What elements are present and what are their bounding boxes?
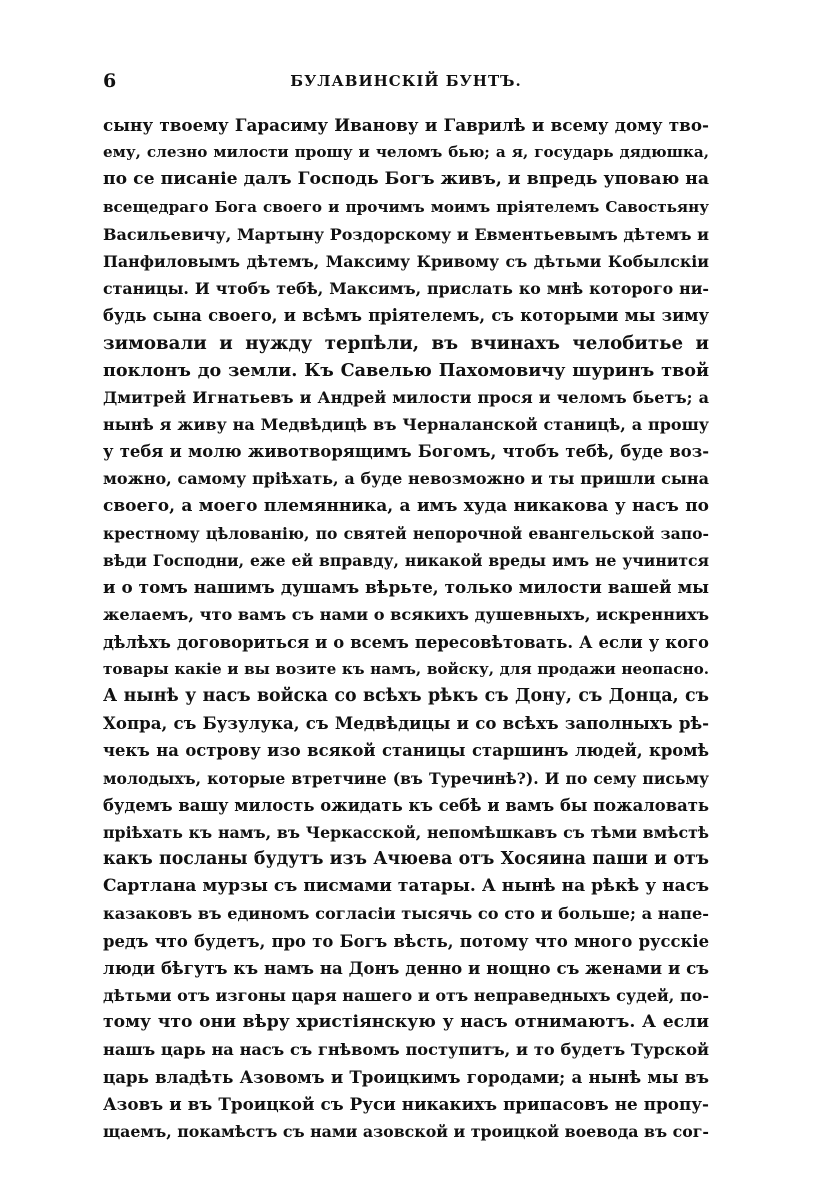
text-line: редъ что будетъ, про то Богъ вѣсть, потому что много русскіе [103,931,709,951]
text-line: по се писаніе далъ Господь Богъ живъ, и впредь уповаю на [103,169,709,190]
text-line: и о томъ нашимъ душамъ вѣрьте, только милости вашей мы [103,577,709,598]
text-line: сыну твоему Гарасиму Иванову и Гаврилѣ и всему дому тво- [103,115,709,135]
text-line: пріѣхать къ намъ, въ Черкасской, непомѣшкавъ съ тѣми вмѣстѣ [103,822,709,842]
text-line: можно, самому пріѣхать, а буде невозможно и ты пришли сына [103,469,709,489]
text-line: зимовали и нужду терпѣли, въ вчинахъ челобитье и [103,332,709,354]
text-line: молодыхъ, которые втретчине (въ Туречинѣ?). И по сему письму [103,768,709,788]
text-line: Хопра, съ Бузулука, съ Медвѣдицы и со всѣхъ заполныхъ рѣ- [103,713,709,734]
text-line: царь владѣть Азовомъ и Троицкимъ городами; а нынѣ мы въ [103,1066,709,1087]
text-line: будемъ вашу милость ожидать къ себѣ и вамъ бы пожаловать [103,795,709,815]
text-line: нашъ царь на насъ съ гнѣвомъ поступитъ, и то будетъ Турской [103,1040,709,1060]
text-line: казаковъ въ единомъ согласіи тысячь со сто и больше; а напе- [103,904,709,924]
text-line: Панфиловымъ дѣтемъ, Максиму Кривому съ дѣтьми Кобылскіи [103,251,709,271]
text-line: будь сына своего, и всѣмъ пріятелемъ, съ которыми мы зиму [103,306,709,326]
text-line: всещедраго Бога своего и прочимъ моимъ пріятелемъ Савостьяну [103,197,709,216]
text-line: своего, а моего племянника, а имъ худа никакова у насъ по [103,495,709,516]
page-number: 6 [103,70,117,92]
text-line: крестному цѣлованію, по святей непорочной евангельской запо- [103,523,709,543]
text-line: дѣтьми отъ изгоны царя нашего и отъ неправедныхъ судей, по- [103,986,709,1005]
text-line: Васильевичу, Мартыну Роздорскому и Евментьевымъ дѣтемъ и [103,224,709,244]
text-line: нынѣ я живу на Медвѣдицѣ въ Черналанской станицѣ, а прошу [103,415,709,435]
text-line: у тебя и молю животворящимъ Богомъ, чтобъ тебѣ, буде воз- [103,442,709,462]
text-line: Сартлана мурзы съ писмами татары. А нынѣ на рѣкѣ у насъ [103,876,709,897]
text-line: желаемъ, что вамъ съ нами о всякихъ душевныхъ, искреннихъ [103,605,710,625]
text-line: Азовъ и въ Троицкой съ Руси никакихъ припасовъ не пропу- [103,1093,709,1114]
text-line: тому что они вѣру христіянскую у насъ отнимаютъ. А если [103,1012,709,1033]
text-line: вѣди Господни, еже ей вправду, никакой вреды имъ не учинится [103,551,709,570]
page-header [103,66,709,96]
text-line: поклонъ до земли. Къ Савелью Пахомовичу шуринъ твой [103,359,709,381]
text-line: чекъ на острову изо всякой станицы старшинъ людей, кромѣ [103,741,709,761]
text-line: товары какіе и вы возите къ намъ, войску, для продажи неопасно. [103,659,709,678]
running-title: БУЛАВИНСКІЙ БУНТЪ. [290,72,522,90]
text-line: какъ посланы будутъ изъ Ачюева отъ Хосяина паши и отъ [103,849,709,870]
text-line: ему, слезно милости прошу и челомъ бью; а я, государь дядюшка, [103,143,709,162]
body-text [103,112,709,1145]
text-line: Дмитрей Игнатьевъ и Андрей милости прося и челомъ бьетъ; а [103,387,709,407]
text-line: станицы. И чтобъ тебѣ, Максимъ, прислать ко мнѣ которого ни- [103,279,709,299]
text-line: люди бѣгутъ къ намъ на Донъ денно и нощно съ женами и съ [103,957,709,978]
text-line: дѣлѣхъ договориться и о всемъ пересовѣтовать. А если у кого [103,632,709,652]
text-line: А нынѣ у насъ войска со всѣхъ рѣкъ съ Дону, съ Донца, съ [103,685,709,706]
text-line: щаемъ, покамѣстъ съ нами азовской и троицкой воевода въ сог- [103,1121,709,1141]
